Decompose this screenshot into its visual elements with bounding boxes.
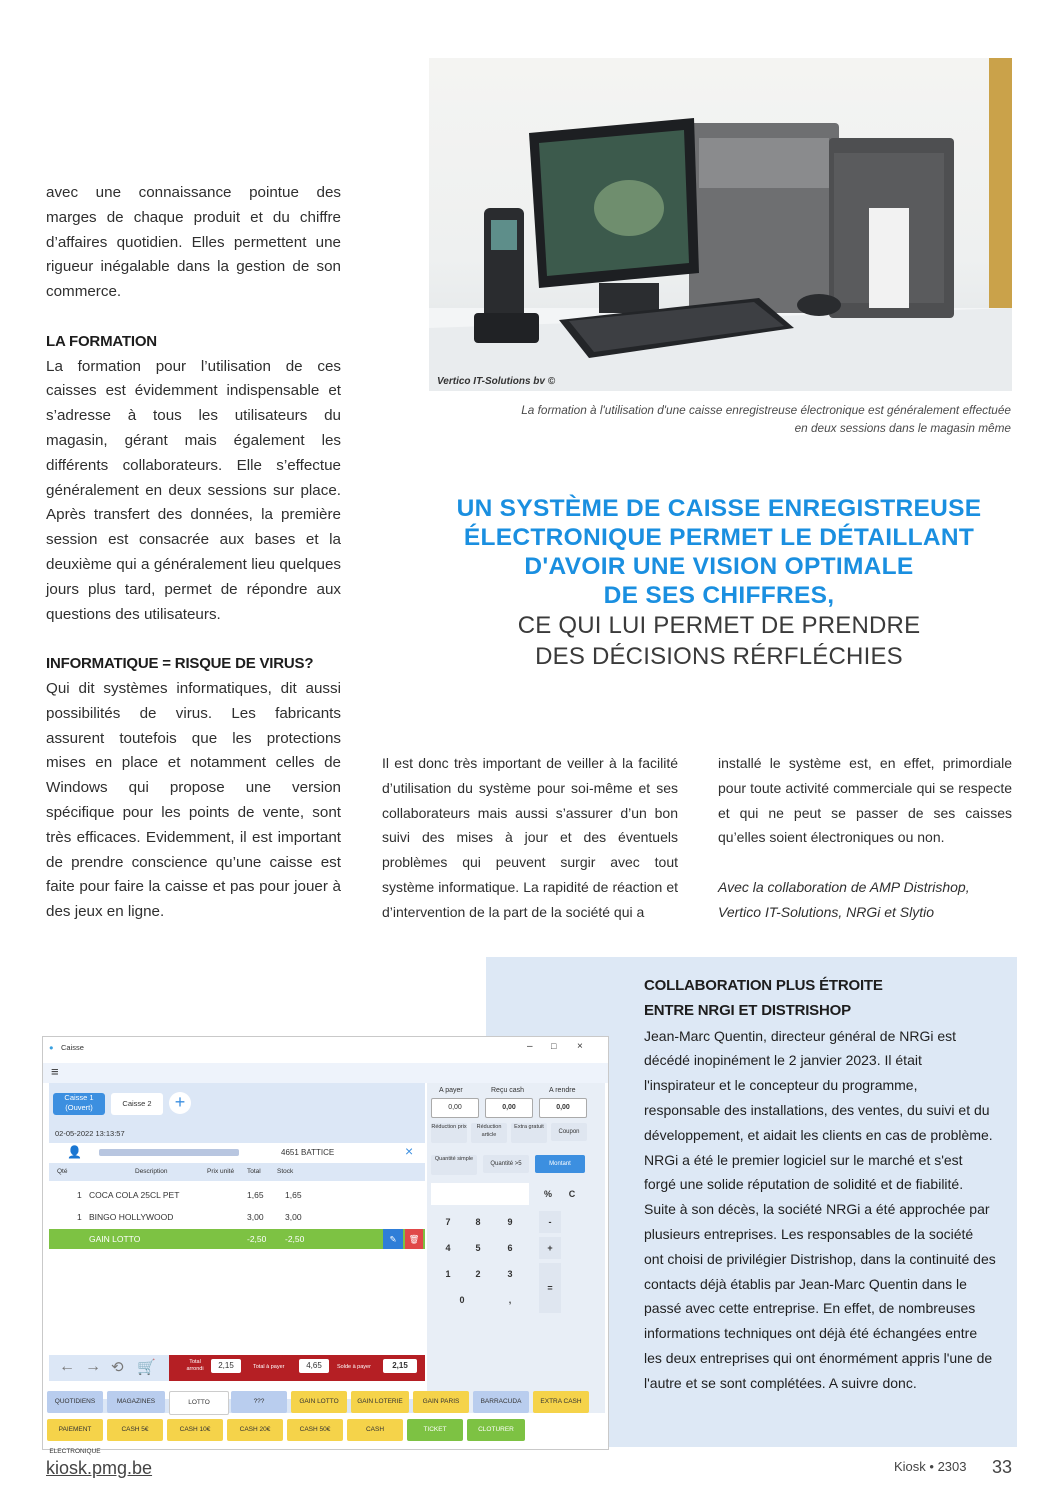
cash-50-button[interactable]: CASH 50€: [287, 1419, 343, 1441]
cash-button[interactable]: CASH: [347, 1419, 403, 1441]
right-paragraph: installé le système est, en effet, primordiale pour toute activité commerciale qui se respecte et qui ne peut se passer de ses caisses qu’elles soient électroniques ou non.: [718, 755, 1012, 846]
table-row[interactable]: [49, 1185, 425, 1205]
row-price: 1,65: [247, 1190, 264, 1200]
key-minus[interactable]: -: [539, 1211, 561, 1233]
row-total: -2,50: [285, 1234, 305, 1244]
cash-10-button[interactable]: CASH 10€: [167, 1419, 223, 1441]
app-icon: ●: [49, 1043, 54, 1052]
row-price: -2,50: [247, 1234, 267, 1244]
minimize-icon[interactable]: –: [527, 1041, 533, 1052]
collaboration-credit: Avec la collaboration de AMP Distrishop, Vertico IT-Solutions, NRGi et Slytio: [718, 878, 970, 920]
virus-heading: INFORMATIQUE = RISQUE DE VIRUS?: [46, 655, 314, 673]
pull-quote-line-3: D'AVOIR UNE VISION OPTIMALE: [524, 553, 914, 580]
cash-5-button[interactable]: CASH 5€: [107, 1419, 163, 1441]
caption-line-1: La formation à l'utilisation d'une caisse enregistreuse électronique est généralement effectuée: [521, 403, 1011, 417]
gain-paris-button[interactable]: GAIN PARIS: [413, 1391, 469, 1413]
row-desc: BINGO HOLLYWOOD: [89, 1212, 174, 1222]
pos-window-title: Caisse: [61, 1043, 84, 1052]
pull-quote-line-1: UN SYSTÈME DE CAISSE ENREGISTREUSE: [456, 495, 982, 522]
key-equals[interactable]: =: [539, 1263, 561, 1313]
a-payer-label: A payer: [439, 1087, 463, 1094]
row-total: 3,00: [285, 1212, 302, 1222]
col-stock: Stock: [277, 1168, 294, 1175]
caption-line-2: en deux sessions dans le magasin même: [794, 421, 1011, 435]
back-arrow-icon[interactable]: ←: [59, 1358, 75, 1375]
hamburger-menu-icon[interactable]: ≡: [51, 1064, 59, 1079]
virus-paragraph: Qui dit systèmes informatiques, dit aussi possibilités de virus. Les fabricants assurent toutefois que les protections mises en place et notamment celles de Windows qui propose une version spécifique pour les points de vente, sont très efficaces. Evidemment, il est important de prendre conscience qu’une caisse est faite pour faire la caisse et pas pour jouer à des jeux en ligne.: [46, 679, 341, 921]
reduction-article-button[interactable]: Réduction article: [471, 1123, 507, 1143]
col-qty: Qté: [57, 1168, 68, 1175]
total-payer-label: Total à payer: [253, 1364, 285, 1370]
amount-display: [431, 1183, 529, 1205]
key-comma[interactable]: ,: [508, 1295, 512, 1305]
cloturer-button[interactable]: CLOTURER: [467, 1419, 525, 1441]
cart-icon[interactable]: 🛒: [137, 1359, 156, 1376]
unknown-button[interactable]: ???: [231, 1391, 287, 1413]
table-row-selected[interactable]: [49, 1229, 425, 1249]
maximize-icon[interactable]: □: [551, 1041, 557, 1051]
extra-gratuit-button[interactable]: Extra gratuit: [511, 1123, 547, 1143]
key-6[interactable]: 6: [507, 1243, 513, 1253]
solde-label: Solde à payer: [337, 1364, 371, 1370]
quick-buttons: [47, 1391, 605, 1455]
sidebar-heading-line-1: COLLABORATION PLUS ÉTROITE: [644, 977, 883, 994]
key-plus[interactable]: +: [539, 1237, 561, 1259]
totals-panel: [169, 1355, 425, 1381]
customer-bar: [49, 1143, 425, 1163]
customer-name-blurred: [99, 1149, 239, 1156]
key-3[interactable]: 3: [507, 1269, 513, 1279]
pos-hardware-illustration: [429, 58, 1012, 391]
recu-field[interactable]: 0,00: [485, 1098, 533, 1118]
gain-loterie-button[interactable]: GAIN LOTERIE: [351, 1391, 409, 1413]
quotidiens-button[interactable]: QUOTIDIENS: [47, 1391, 103, 1413]
sidebar-heading-line-2: ENTRE NRGI ET DISTRISHOP: [644, 1001, 851, 1019]
photo-credit: Vertico IT-Solutions bv ©: [437, 376, 556, 387]
reduction-prix-button[interactable]: Réduction prix: [431, 1123, 467, 1143]
solde-value: 2,15: [383, 1359, 417, 1373]
row-qty: 1: [77, 1212, 82, 1222]
rendre-label: A rendre: [549, 1087, 576, 1094]
history-icon[interactable]: ⟲: [111, 1359, 124, 1376]
paiement-electronique-button[interactable]: PAIEMENT ELECTRONIQUE: [47, 1419, 103, 1441]
lotto-dropdown[interactable]: LOTTO: [169, 1391, 229, 1415]
key-8[interactable]: 8: [475, 1217, 481, 1227]
magazines-button[interactable]: MAGAZINES: [107, 1391, 165, 1413]
col-price: Prix unité: [207, 1168, 235, 1175]
close-icon[interactable]: ×: [577, 1041, 583, 1052]
row-price: 3,00: [247, 1212, 264, 1222]
middle-column: [382, 751, 678, 925]
pos-screenshot: [42, 1036, 609, 1455]
row-total: 1,65: [285, 1190, 302, 1200]
barracuda-button[interactable]: BARRACUDA: [473, 1391, 529, 1413]
total-payer-value: 4,65: [299, 1359, 329, 1373]
tab-caisse-2[interactable]: Caisse 2: [111, 1093, 163, 1115]
row-desc: COCA COLA 25CL PET: [89, 1190, 180, 1200]
montant-button[interactable]: Montant: [535, 1155, 585, 1173]
row-qty: 1: [77, 1190, 82, 1200]
tab-caisse-1[interactable]: Caisse 1 (Ouvert): [53, 1093, 105, 1115]
col-total: Total: [247, 1168, 261, 1175]
key-4[interactable]: 4: [445, 1243, 451, 1253]
extra-cash-button[interactable]: EXTRA CASH: [533, 1391, 589, 1413]
key-5[interactable]: 5: [475, 1243, 481, 1253]
row-desc: GAIN LOTTO: [89, 1234, 141, 1244]
article-photo: [429, 58, 1012, 391]
formation-heading: LA FORMATION: [46, 332, 157, 350]
pull-quote-line-6: DES DÉCISIONS RÉRFLÉCHIES: [535, 643, 903, 670]
table-row[interactable]: [49, 1207, 425, 1227]
pos-titlebar: [43, 1037, 608, 1061]
pos-right-pane: [427, 1083, 605, 1413]
quantite-simple-button[interactable]: Quantité simple: [431, 1155, 477, 1175]
key-2[interactable]: 2: [475, 1269, 481, 1279]
key-7[interactable]: 7: [445, 1217, 451, 1227]
customer-icon: 👤: [67, 1145, 82, 1159]
percent-key[interactable]: %: [543, 1189, 552, 1199]
pull-quote-line-2: ÉLECTRONIQUE PERMET LE DÉTAILLANT: [463, 524, 975, 551]
gain-lotto-button[interactable]: GAIN LOTTO: [291, 1391, 347, 1413]
edit-icon[interactable]: ✎: [383, 1229, 403, 1249]
pull-quote: [414, 494, 1024, 672]
forward-arrow-icon[interactable]: →: [85, 1358, 101, 1375]
pull-quote-line-4: DE SES CHIFFRES,: [603, 582, 835, 609]
coupon-button[interactable]: Coupon: [551, 1123, 587, 1141]
delete-icon[interactable]: 🗑: [405, 1229, 423, 1249]
cash-20-button[interactable]: CASH 20€: [227, 1419, 283, 1441]
formation-paragraph: La formation pour l’utilisation de ces caisses est évidemment indispensable et s’adresse à tous les utilisateurs du magasin, gérant mais également les différents collaborateurs. Elle s’effectue généralement en deux sessions sur place. Après transfert des données, la première session est consacrée aux bases et la deuxième qui a généralement lieu quelques jours plus tard, permet de répondre aux questions des utilisateurs.: [46, 357, 341, 623]
key-1[interactable]: 1: [445, 1269, 451, 1279]
quantite-plus-button[interactable]: Quantité >5: [483, 1155, 529, 1173]
pos-datetime: 02-05-2022 13:13:57: [55, 1129, 125, 1138]
key-9[interactable]: 9: [507, 1217, 513, 1227]
middle-paragraph: Il est donc très important de veiller à la facilité d’utilisation du système pour soi-même et ses collaborateurs mais aussi s’assurer d’un bon suivi des mises à jour et des éventuels problèmes qui peuvent surgir avec tout système informatique. La rapidité de réaction et d’intervention de la part de la société qui a: [382, 755, 678, 920]
rendre-field[interactable]: 0,00: [539, 1098, 587, 1118]
add-tab-icon[interactable]: +: [169, 1092, 191, 1114]
customer-city: 4651 BATTICE: [281, 1148, 335, 1157]
sidebar-text: [644, 974, 996, 1396]
total-arrondi-value: 2,15: [211, 1359, 241, 1373]
total-arrondi-label: Total arrondi: [186, 1359, 204, 1372]
ticket-button[interactable]: TICKET: [407, 1419, 463, 1441]
recu-label: Reçu cash: [491, 1087, 525, 1094]
intro-paragraph: avec une connaissance pointue des marges de chaque produit et du chiffre d’affaires quotidien. Elles permettent une rigueur inégalable dans la gestion de son commerce.: [46, 184, 341, 301]
pull-quote-line-5: CE QUI LUI PERMET DE PRENDRE: [517, 612, 921, 639]
col-desc: Description: [135, 1168, 168, 1175]
totals-bar: [49, 1355, 425, 1381]
a-payer-field[interactable]: 0,00: [431, 1098, 479, 1118]
sidebar-paragraph: Jean-Marc Quentin, directeur général de NRGi est décédé inopinément le 2 janvier 2023. Il était l'inspirateur et le concepteur du programme, responsable des installations, des ventes, du suivi et du développement, et aidait les clients en cas de problème. NRGi a été le premier logiciel sur le marché et s'est forgé une solide réputation de solidité et de fiabilité. Suite à son décès, la société NRGi a été approchée par plusieurs entreprises. Les responsables de la société ont choisi de privilégier Distrishop, dans la continuité des contacts déjà établis par Jean-Marc Quentin dans le passé avec cette entreprise. En effet, de nombreuses informations techniques ont déjà été échangées entre les deux entreprises qui ont énormément appris l'une de l'autre et se sont complétées. A suivre donc.: [644, 1027, 996, 1391]
left-column: [46, 181, 341, 925]
right-column: [718, 751, 1012, 925]
clear-key[interactable]: C: [568, 1189, 576, 1199]
page-number: 33: [992, 1457, 1013, 1477]
footer-website-link[interactable]: kiosk.pmg.be: [46, 1458, 153, 1478]
remove-customer-icon[interactable]: ×: [405, 1143, 414, 1159]
footer-issue: Kiosk • 2303: [894, 1459, 967, 1474]
pos-menu-row: [43, 1063, 608, 1083]
key-0[interactable]: 0: [459, 1295, 465, 1305]
photo-caption: [470, 401, 1011, 437]
table-header: [49, 1165, 425, 1179]
